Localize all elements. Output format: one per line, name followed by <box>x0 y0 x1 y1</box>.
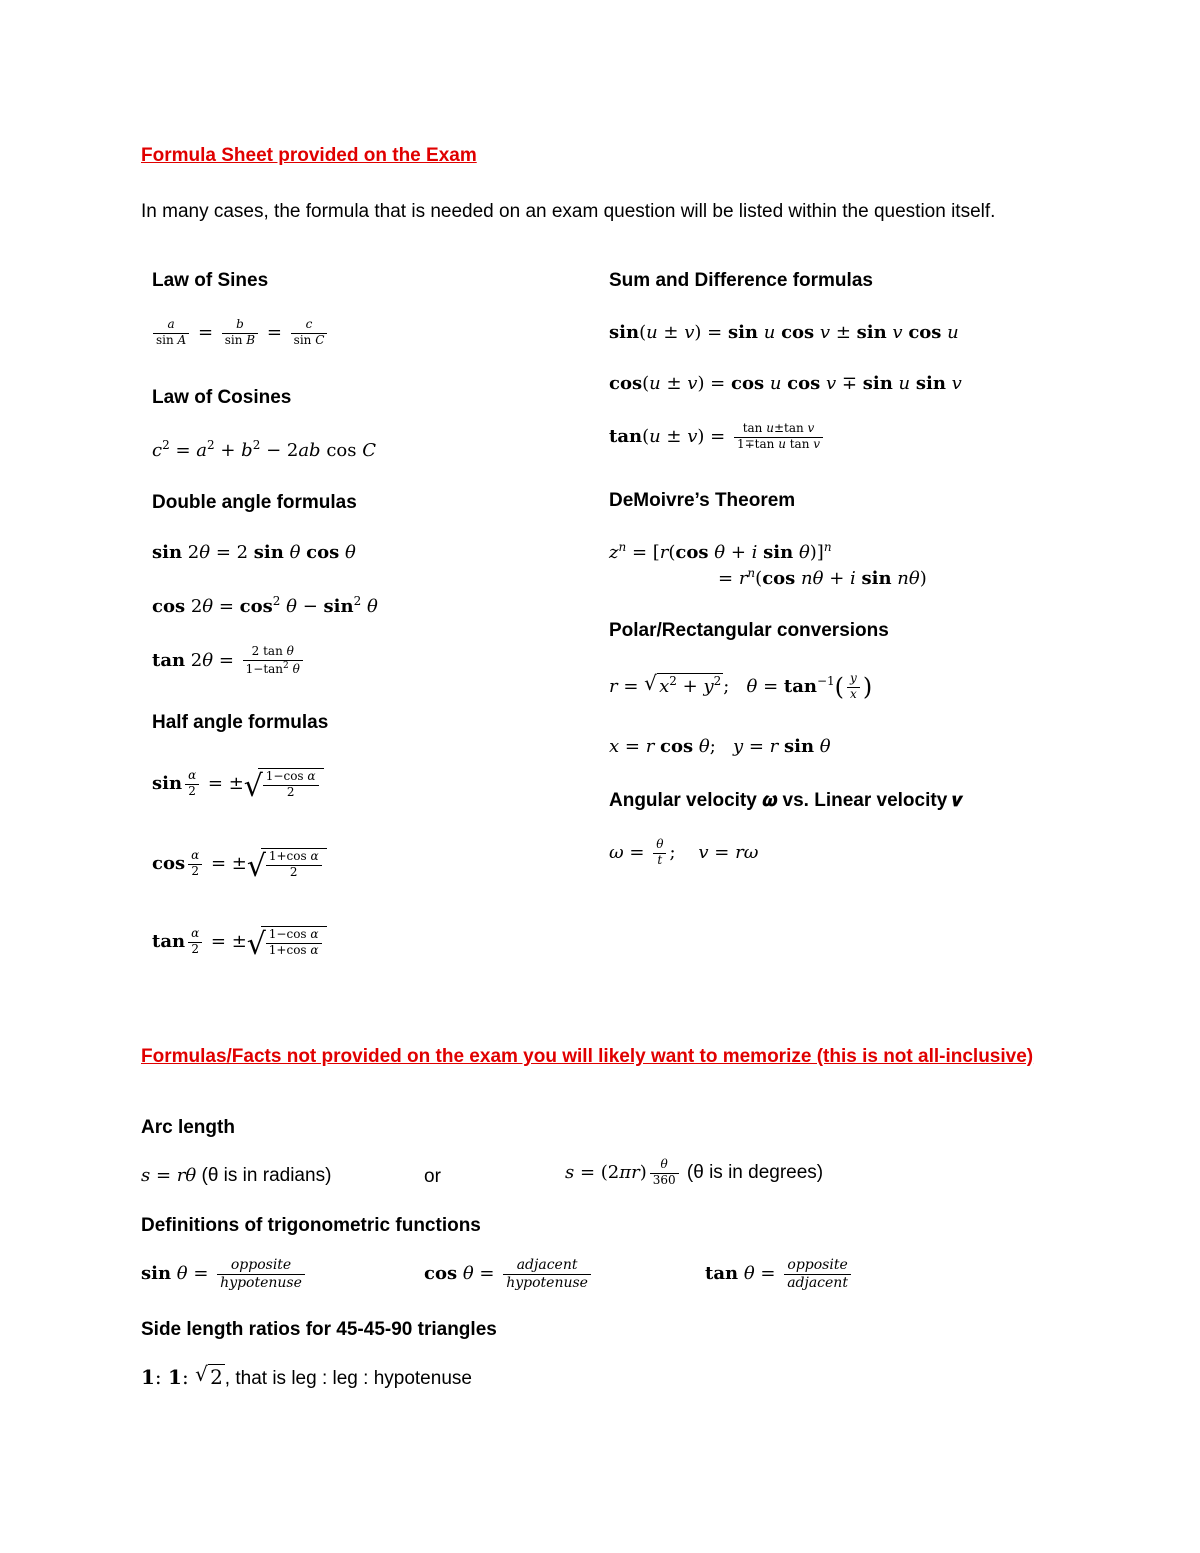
angular-velocity-heading: Angular velocity 𝝎 vs. Linear velocity 𝒗 <box>609 790 963 811</box>
arc-degrees-note: (θ is in degrees) <box>681 1161 824 1183</box>
demoivre-line2: = $r^n(\cos$ nθ + i sin nθ) <box>718 566 927 589</box>
double-angle-sin: sin 2θ = 2 sin θ cos θ <box>152 542 356 563</box>
definitions-heading: Definitions of trigonometric functions <box>141 1215 481 1236</box>
section-heading-provided: Formula Sheet provided on the Exam <box>141 145 477 166</box>
side-ratios-heading: Side length ratios for 45-45-90 triangles <box>141 1319 497 1340</box>
definition-sin: sin θ = $\frac{\text{opposite}}{\text{hypotenuse}}$ <box>141 1257 308 1291</box>
polar-formula-x-y: x = r cos θ; y = r sin θ <box>609 736 831 757</box>
demoivre-line1: $z^n = [r(\cos$ θ + i sin θ)]$^n$ <box>609 540 832 563</box>
double-angle-heading: Double angle formulas <box>152 492 357 513</box>
arc-length-degrees: s = (2πr) $\frac{\theta}{360}$ (θ is in degrees) <box>565 1157 824 1187</box>
section-heading-memorize: Formulas/Facts not provided on the exam you will likely want to memorize (this is not all-inclusive) <box>141 1046 1034 1067</box>
double-angle-tan: tan 2θ = $\frac{\text{2 tan θ}}{1-\tan^2 \theta}$ <box>152 645 306 677</box>
demoivre-heading: DeMoivre’s Theorem <box>609 490 796 511</box>
polar-heading: Polar/Rectangular conversions <box>609 620 889 641</box>
intro-paragraph: In many cases, the formula that is needed on an exam question will be listed within the question itself. <box>141 201 996 222</box>
sum-diff-sin: sin(u ± v) = sin u cos v ± sin v cos u <box>609 322 959 343</box>
half-angle-cos: cos $\frac{\alpha}{2}$ = ± √ $\frac{\text{1+cos α}}{2}$ <box>152 848 327 880</box>
double-angle-cos: $\cos 2\theta = \cos^2 \theta - \sin^2 \theta$ <box>152 594 378 617</box>
half-angle-sin: sin $\frac{\alpha}{2}$ = ± √ $\frac{\text{1−cos α}}{2}$ <box>152 768 324 800</box>
law-of-sines-formula: $\frac{a}{\text{sin A}}$ = $\frac{b}{\text{sin B}}$ = $\frac{c}{\text{sin C}}$ <box>150 318 330 348</box>
sum-diff-heading: Sum and Difference formulas <box>609 270 873 291</box>
law-of-sines-heading: Law of Sines <box>152 270 269 291</box>
definition-tan: tan θ = $\frac{\text{opposite}}{\text{adjacent}}$ <box>705 1257 854 1291</box>
side-ratios-note: , that is leg : leg : hypotenuse <box>224 1368 472 1389</box>
polar-formula-r-theta: r = √ $x^2 + y^2$ ; $\theta = \tan^{-1}$( $\frac{y}{x}$ ) <box>609 670 873 701</box>
half-angle-heading: Half angle formulas <box>152 712 329 733</box>
definition-cos: cos θ = $\frac{\text{adjacent}}{\text{hypotenuse}}$ <box>424 1257 594 1291</box>
sum-diff-tan: tan(u ± v) = $\frac{\text{tan u±tan v}}{\text{1∓tan u tan v}}$ <box>609 422 826 452</box>
arc-length-heading: Arc length <box>141 1117 235 1138</box>
law-of-cosines-formula: $c^2 = a^2 + b^2 - 2ab$ cos C <box>152 438 376 461</box>
arc-length-or: or <box>424 1166 441 1187</box>
arc-length-radians: s = rθ (θ is in radians) <box>141 1165 332 1186</box>
arc-radians-note: (θ is in radians) <box>196 1165 332 1186</box>
half-angle-tan: tan $\frac{\alpha}{2}$ = ± √ $\frac{\text{1−cos α}}{\text{1+cos α}}$ <box>152 926 327 958</box>
sum-diff-cos: cos(u ± v) = cos u cos v ∓ sin u sin v <box>609 373 962 394</box>
side-ratios-formula: 1: 1: √ 2 , that is leg : leg : hypotenuse <box>141 1362 472 1389</box>
angular-velocity-formula: ω = $\frac{\theta}{t}$ ; v = rω <box>609 837 759 867</box>
law-of-cosines-heading: Law of Cosines <box>152 387 292 408</box>
